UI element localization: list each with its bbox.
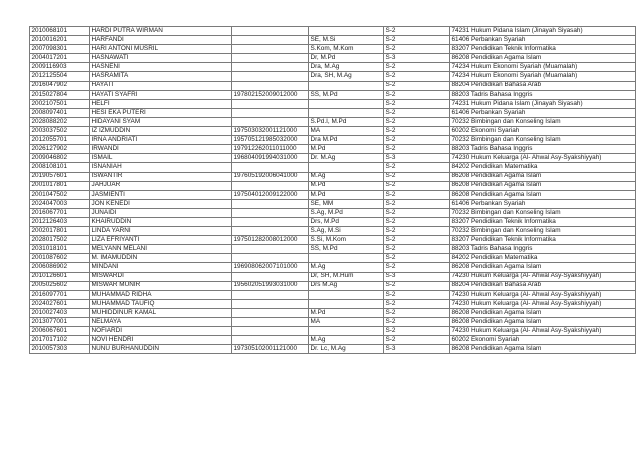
study-program-cell: 74234 Hukum Ekonomi Syariah (Muamalah) — [450, 63, 636, 72]
nim-cell: 2002107501 — [30, 99, 90, 108]
table-row — [30, 308, 636, 317]
name-cell: HIDAYANI SYAM — [90, 117, 232, 126]
education-level-cell: S-2 — [384, 318, 450, 327]
name-cell: KHAIRUDDIN — [90, 217, 232, 226]
name-cell: NOFIARDI — [90, 327, 232, 336]
degree-cell: S.Pd.I, M.Pd — [309, 117, 384, 126]
table-row — [30, 327, 636, 336]
degree-cell — [309, 99, 384, 108]
name-cell: HESI EKA PUTERI — [90, 108, 232, 117]
nim-cell: 2010057303 — [30, 345, 90, 354]
education-level-cell: S-2 — [384, 217, 450, 226]
degree-cell — [309, 163, 384, 172]
nip-cell — [232, 336, 309, 345]
name-cell: MISWARDI — [90, 272, 232, 281]
degree-cell: Dra, SH, M.Ag — [309, 72, 384, 81]
degree-cell: S.Si, M.Kom — [309, 236, 384, 245]
table-row — [30, 281, 636, 290]
study-program-cell: 74230 Hukum Keluarga (Al- Ahwal Asy-Syakshiyyah) — [450, 154, 636, 163]
name-cell: MISWAR MUNIR — [90, 281, 232, 290]
nim-cell: 2015027804 — [30, 90, 90, 99]
study-program-cell: 84202 Pendidikan Matematika — [450, 163, 636, 172]
degree-cell: MA — [309, 318, 384, 327]
education-level-cell: S-2 — [384, 90, 450, 99]
nim-cell: 2028017502 — [30, 236, 90, 245]
education-level-cell: S-2 — [384, 336, 450, 345]
education-level-cell: S-2 — [384, 245, 450, 254]
nip-cell — [232, 299, 309, 308]
name-cell: HARI ANTONI MUSRIL — [90, 45, 232, 54]
table-row — [30, 263, 636, 272]
education-level-cell: S-3 — [384, 345, 450, 354]
name-cell: HASNENI — [90, 63, 232, 72]
nip-cell: 197605192006041000 — [232, 172, 309, 181]
study-program-cell: 74230 Hukum Keluarga (Al- Ahwal Asy-Syakshiyyah) — [450, 327, 636, 336]
name-cell: NOVI HENDRI — [90, 336, 232, 345]
name-cell: IRWANDI — [90, 145, 232, 154]
table-row — [30, 181, 636, 190]
name-cell: JAHJUAR — [90, 181, 232, 190]
study-program-cell: 61406 Perbankan Syariah — [450, 108, 636, 117]
name-cell: MUHIDDINUR KAMAL — [90, 308, 232, 317]
nim-cell: 2024027601 — [30, 299, 90, 308]
degree-cell: Dra, M.Ag — [309, 63, 384, 72]
table-row — [30, 117, 636, 126]
name-cell: IZ IZMUDDIN — [90, 127, 232, 136]
nip-cell: 196804091994031000 — [232, 154, 309, 163]
degree-cell: MA — [309, 127, 384, 136]
nip-cell — [232, 227, 309, 236]
table-row — [30, 299, 636, 308]
nip-cell — [232, 254, 309, 263]
degree-cell: SE, MM — [309, 199, 384, 208]
name-cell: HASNAWATI — [90, 54, 232, 63]
education-level-cell: S-2 — [384, 45, 450, 54]
nim-cell: 2003037502 — [30, 127, 90, 136]
table-row — [30, 163, 636, 172]
table-row — [30, 45, 636, 54]
degree-cell: S.Ag, M.Pd — [309, 208, 384, 217]
degree-cell — [309, 27, 384, 36]
study-program-cell: 70232 Bimbingan dan Konseling Islam — [450, 136, 636, 145]
table-row — [30, 54, 636, 63]
table-row — [30, 145, 636, 154]
degree-cell: SE, M.Si — [309, 36, 384, 45]
nip-cell: 197504012009122000 — [232, 190, 309, 199]
study-program-cell: 74230 Hukum Keluarga (Al- Ahwal Asy-Syakshiyyah) — [450, 299, 636, 308]
nip-cell — [232, 63, 309, 72]
degree-cell: Dr. Lc, M.Ag — [309, 345, 384, 354]
degree-cell: M.Ag — [309, 263, 384, 272]
education-level-cell: S-2 — [384, 299, 450, 308]
education-level-cell: S-2 — [384, 108, 450, 117]
education-level-cell: S-2 — [384, 163, 450, 172]
study-program-cell: 88203 Tadris Bahasa Inggris — [450, 145, 636, 154]
table-row — [30, 199, 636, 208]
name-cell: HAYATI SYAFRI — [90, 90, 232, 99]
table-row — [30, 190, 636, 199]
degree-cell: M.Ag — [309, 172, 384, 181]
nim-cell: 2010016201 — [30, 36, 90, 45]
table-row — [30, 245, 636, 254]
table-row — [30, 36, 636, 45]
study-program-cell: 83207 Pendidikan Teknik Informatika — [450, 236, 636, 245]
nim-cell: 2007098301 — [30, 45, 90, 54]
degree-cell — [309, 327, 384, 336]
education-level-cell: S-2 — [384, 254, 450, 263]
degree-cell: M.Pd — [309, 181, 384, 190]
table-row — [30, 81, 636, 90]
nim-cell: 2012055701 — [30, 136, 90, 145]
education-level-cell: S-2 — [384, 227, 450, 236]
table-row — [30, 345, 636, 354]
nim-cell: 2016067701 — [30, 208, 90, 217]
nim-cell: 2008108101 — [30, 163, 90, 172]
nip-cell: 197912262011011000 — [232, 145, 309, 154]
nip-cell — [232, 181, 309, 190]
name-cell: MINDANI — [90, 263, 232, 272]
nip-cell — [232, 72, 309, 81]
table-row — [30, 208, 636, 217]
degree-cell: S.Kom, M.Kom — [309, 45, 384, 54]
name-cell: NUNU BURHANUDDIN — [90, 345, 232, 354]
degree-cell — [309, 108, 384, 117]
study-program-cell: 86208 Pendidikan Agama Islam — [450, 190, 636, 199]
table-row — [30, 236, 636, 245]
education-level-cell: S-2 — [384, 99, 450, 108]
degree-cell: M.Ag — [309, 336, 384, 345]
name-cell: JASMIENTI — [90, 190, 232, 199]
study-program-cell: 86208 Pendidikan Agama Islam — [450, 263, 636, 272]
nim-cell: 2012125504 — [30, 72, 90, 81]
name-cell: LINDA YARNI — [90, 227, 232, 236]
study-program-cell: 60202 Ekonomi Syariah — [450, 127, 636, 136]
study-program-cell: 86208 Pendidikan Agama Islam — [450, 172, 636, 181]
degree-cell: Dr, M.Pd — [309, 54, 384, 63]
table-row — [30, 108, 636, 117]
table-row — [30, 136, 636, 145]
name-cell: MUHAMMAD RIDHA — [90, 290, 232, 299]
nim-cell: 2016097701 — [30, 290, 90, 299]
nip-cell: 195602051993031000 — [232, 281, 309, 290]
education-level-cell: S-2 — [384, 290, 450, 299]
education-level-cell: S-2 — [384, 263, 450, 272]
study-program-cell: 88204 Pendidikan Bahasa Arab — [450, 81, 636, 90]
education-level-cell: S-3 — [384, 54, 450, 63]
name-cell: M. IMAMUDDIN — [90, 254, 232, 263]
study-program-cell: 74231 Hukum Pidana Islam (Jinayah Siyasah) — [450, 27, 636, 36]
nim-cell: 2009116903 — [30, 63, 90, 72]
degree-cell: Drs M.Ag — [309, 281, 384, 290]
degree-cell — [309, 81, 384, 90]
name-cell: ISWANTIR — [90, 172, 232, 181]
nip-cell: 196908062007101000 — [232, 263, 309, 272]
education-level-cell: S-2 — [384, 281, 450, 290]
table-row — [30, 90, 636, 99]
education-level-cell: S-3 — [384, 272, 450, 281]
degree-cell — [309, 299, 384, 308]
education-level-cell: S-2 — [384, 208, 450, 217]
study-program-cell: 70232 Bimbingan dan Konseling Islam — [450, 227, 636, 236]
study-program-cell: 86208 Pendidikan Agama Islam — [450, 181, 636, 190]
study-program-cell: 74230 Hukum Keluarga (Al- Ahwal Asy-Syakshiyyah) — [450, 290, 636, 299]
degree-cell — [309, 290, 384, 299]
name-cell: IRNA ANDRIATI — [90, 136, 232, 145]
nip-cell — [232, 163, 309, 172]
degree-cell — [309, 254, 384, 263]
lecturer-table — [29, 26, 636, 354]
degree-cell: S.Ag, M.Si — [309, 227, 384, 236]
table-row — [30, 27, 636, 36]
name-cell: HASRAMITA — [90, 72, 232, 81]
nip-cell: 197802152009012000 — [232, 90, 309, 99]
education-level-cell: S-2 — [384, 127, 450, 136]
education-level-cell: S-2 — [384, 181, 450, 190]
study-program-cell: 83207 Pendidikan Teknik Informatika — [450, 217, 636, 226]
education-level-cell: S-2 — [384, 36, 450, 45]
nip-cell: 195705121985032000 — [232, 136, 309, 145]
degree-cell: M.Pd — [309, 190, 384, 199]
nim-cell: 2010027403 — [30, 308, 90, 317]
name-cell: ISNANIAH — [90, 163, 232, 172]
nip-cell: 197305102001121000 — [232, 345, 309, 354]
nip-cell — [232, 108, 309, 117]
education-level-cell: S-2 — [384, 308, 450, 317]
nim-cell: 2001087602 — [30, 254, 90, 263]
education-level-cell: S-2 — [384, 136, 450, 145]
nim-cell: 2031018101 — [30, 245, 90, 254]
nim-cell: 2006067601 — [30, 327, 90, 336]
study-program-cell: 84202 Pendidikan Matematika — [450, 254, 636, 263]
study-program-cell: 88203 Tadris Bahasa Inggris — [450, 90, 636, 99]
nim-cell: 2019057601 — [30, 172, 90, 181]
study-program-cell: 86208 Pendidikan Agama Islam — [450, 318, 636, 327]
table-row — [30, 63, 636, 72]
degree-cell: Dr. M.Ag — [309, 154, 384, 163]
nip-cell — [232, 272, 309, 281]
nip-cell — [232, 45, 309, 54]
table-row — [30, 99, 636, 108]
nim-cell: 2006086902 — [30, 263, 90, 272]
study-program-cell: 88203 Tadris Bahasa Inggris — [450, 245, 636, 254]
study-program-cell: 61406 Perbankan Syariah — [450, 36, 636, 45]
study-program-cell: 70232 Bimbingan dan Konseling Islam — [450, 208, 636, 217]
name-cell: MUHAMMAD TAUFIQ — [90, 299, 232, 308]
degree-cell: SS, M.Pd — [309, 90, 384, 99]
nim-cell: 2008097401 — [30, 108, 90, 117]
education-level-cell: S-2 — [384, 81, 450, 90]
education-level-cell: S-2 — [384, 27, 450, 36]
nip-cell: 197501282008012000 — [232, 236, 309, 245]
nip-cell — [232, 27, 309, 36]
table-row — [30, 217, 636, 226]
nim-cell: 2013077001 — [30, 318, 90, 327]
nip-cell — [232, 99, 309, 108]
table-row — [30, 318, 636, 327]
education-level-cell: S-2 — [384, 145, 450, 154]
education-level-cell: S-3 — [384, 154, 450, 163]
name-cell: LIZA EFRIYANTI — [90, 236, 232, 245]
degree-cell: Dr, SH, M.Hum — [309, 272, 384, 281]
table-row — [30, 254, 636, 263]
study-program-cell: 74231 Hukum Pidana Islam (Jinayah Siyasah) — [450, 99, 636, 108]
table-row — [30, 127, 636, 136]
education-level-cell: S-2 — [384, 236, 450, 245]
study-program-cell: 74234 Hukum Ekonomi Syariah (Muamalah) — [450, 72, 636, 81]
name-cell: HAYATI — [90, 81, 232, 90]
lecturer-table-body — [30, 27, 636, 354]
table-row — [30, 272, 636, 281]
education-level-cell: S-2 — [384, 63, 450, 72]
name-cell: HARFANDI — [90, 36, 232, 45]
nim-cell: 2010068101 — [30, 27, 90, 36]
table-row — [30, 172, 636, 181]
name-cell: JUNAIDI — [90, 208, 232, 217]
study-program-cell: 86208 Pendidikan Agama Islam — [450, 308, 636, 317]
name-cell: JON KENEDI — [90, 199, 232, 208]
table-row — [30, 154, 636, 163]
degree-cell: M.Pd — [309, 145, 384, 154]
name-cell: NELMAYA — [90, 318, 232, 327]
nip-cell — [232, 81, 309, 90]
nip-cell — [232, 208, 309, 217]
degree-cell: Drs, M.Pd — [309, 217, 384, 226]
degree-cell: SS, M.Pd — [309, 245, 384, 254]
name-cell: HELFI — [90, 99, 232, 108]
nip-cell — [232, 199, 309, 208]
table-row — [30, 290, 636, 299]
education-level-cell: S-2 — [384, 190, 450, 199]
study-program-cell: 70232 Bimbingan dan Konseling Islam — [450, 117, 636, 126]
education-level-cell: S-2 — [384, 117, 450, 126]
nim-cell: 2024047003 — [30, 199, 90, 208]
nip-cell — [232, 217, 309, 226]
nim-cell: 2026127902 — [30, 145, 90, 154]
nim-cell: 2004017201 — [30, 54, 90, 63]
study-program-cell: 60202 Ekonomi Syariah — [450, 336, 636, 345]
nip-cell — [232, 245, 309, 254]
nim-cell: 2005025602 — [30, 281, 90, 290]
table-row — [30, 72, 636, 81]
education-level-cell: S-2 — [384, 172, 450, 181]
nim-cell: 2017017102 — [30, 336, 90, 345]
nim-cell: 2009046802 — [30, 154, 90, 163]
study-program-cell: 61406 Perbankan Syariah — [450, 199, 636, 208]
study-program-cell: 86208 Pendidikan Agama Islam — [450, 54, 636, 63]
name-cell: HARDI PUTRA WIRMAN — [90, 27, 232, 36]
name-cell: MELYANN MELANI — [90, 245, 232, 254]
study-program-cell: 86208 Pendidikan Agama Islam — [450, 345, 636, 354]
education-level-cell: S-2 — [384, 199, 450, 208]
nip-cell — [232, 117, 309, 126]
table-row — [30, 227, 636, 236]
nip-cell — [232, 327, 309, 336]
education-level-cell: S-2 — [384, 72, 450, 81]
nip-cell: 197503032001121000 — [232, 127, 309, 136]
degree-cell: M.Pd — [309, 308, 384, 317]
study-program-cell: 74230 Hukum Keluarga (Al- Ahwal Asy-Syakshiyyah) — [450, 272, 636, 281]
nip-cell — [232, 54, 309, 63]
nip-cell — [232, 290, 309, 299]
nim-cell: 2012126403 — [30, 217, 90, 226]
nim-cell: 2001047502 — [30, 190, 90, 199]
study-program-cell: 83207 Pendidikan Teknik Informatika — [450, 45, 636, 54]
nim-cell: 2010126601 — [30, 272, 90, 281]
name-cell: ISMAIL — [90, 154, 232, 163]
nim-cell: 2001017801 — [30, 181, 90, 190]
nip-cell — [232, 36, 309, 45]
nip-cell — [232, 318, 309, 327]
table-row — [30, 336, 636, 345]
degree-cell: Dra M.Pd — [309, 136, 384, 145]
nim-cell: 2002017801 — [30, 227, 90, 236]
study-program-cell: 88204 Pendidikan Bahasa Arab — [450, 281, 636, 290]
nim-cell: 2016047902 — [30, 81, 90, 90]
nip-cell — [232, 308, 309, 317]
education-level-cell: S-2 — [384, 327, 450, 336]
nim-cell: 2028088202 — [30, 117, 90, 126]
